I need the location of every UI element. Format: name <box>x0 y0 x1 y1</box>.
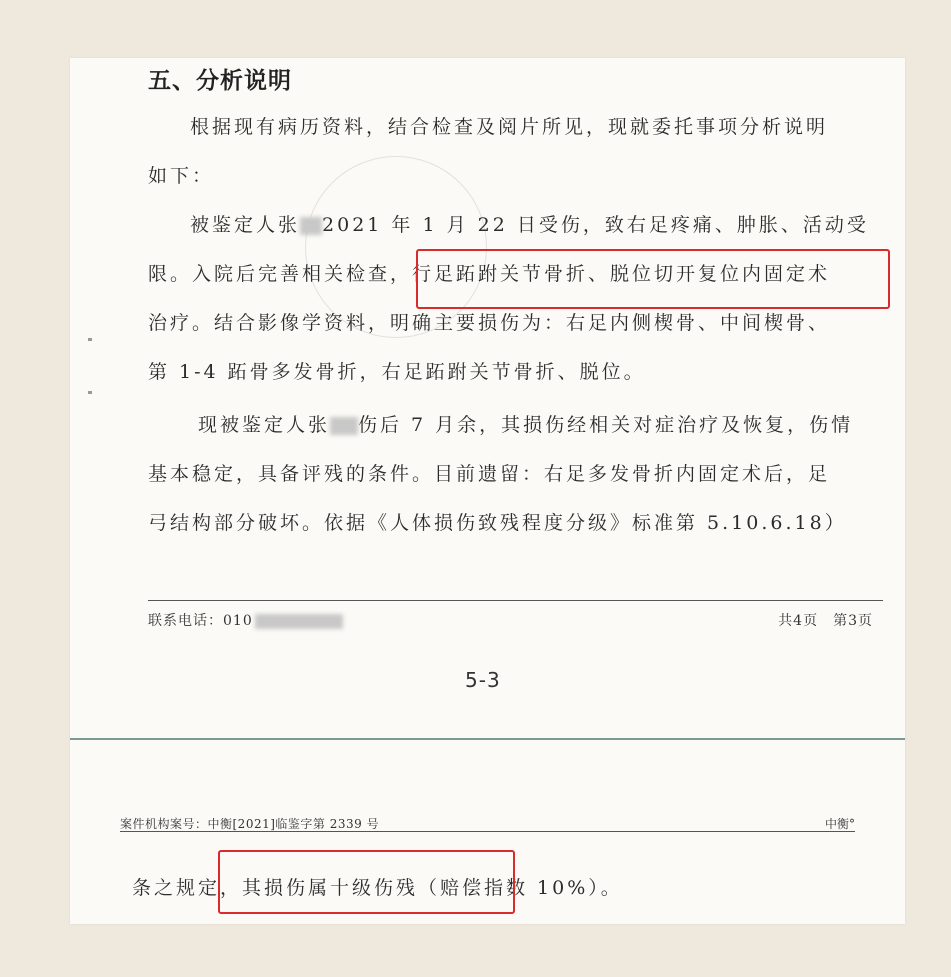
footer-rule <box>148 600 883 601</box>
p2-l2-b-highlighted: 行足跖跗关节骨折、脱位切开复位内固定术 <box>412 263 831 285</box>
paragraph2-line1 <box>148 212 925 238</box>
highlight-box-surgery <box>416 249 890 309</box>
redacted-name <box>330 417 358 435</box>
document-page <box>70 58 905 924</box>
p2-l2-a: 限。入院后完善相关检查， <box>148 263 413 285</box>
paragraph1-line1: 根据现有病历资料，结合检查及阅片所见，现就委托事项分析说明 <box>190 116 829 138</box>
p2-l1-b: 2021 年 1 月 22 日受伤，致右足疼痛、肿胀、活动受 <box>322 214 869 236</box>
paragraph2-line4: 第 1-4 跖骨多发骨折，右足跖跗关节骨折、脱位。 <box>148 361 646 383</box>
paragraph3-line2: 基本稳定，具备评残的条件。目前遗留：右足多发骨折内固定术后，足 <box>148 463 831 485</box>
scan-speck <box>88 391 92 394</box>
page-count: 共4页 第3页 <box>778 613 873 629</box>
paragraph2-line3: 治疗。结合影像学资料，明确主要损伤为：右足内侧楔骨、中间楔骨、 <box>148 312 831 334</box>
highlight-box-conclusion <box>218 850 515 914</box>
handwritten-page-note: 5-3 <box>465 668 501 692</box>
conclusion-a: 条之规定 <box>132 877 221 899</box>
scan-speck <box>88 338 92 341</box>
p3-l1-a: 现被鉴定人张 <box>198 414 331 436</box>
paragraph1-line2: 如下： <box>148 165 215 187</box>
paragraph3-line3: 弓结构部分破坏。依据《人体损伤致残程度分级》标准第 5.10.6.18） <box>148 512 847 534</box>
record-rule <box>120 831 855 832</box>
redacted-phone <box>255 614 343 629</box>
paragraph3-line1 <box>148 412 933 438</box>
page-divider <box>70 738 905 740</box>
conclusion-b-highlighted: ，其损伤属十级伤残（赔偿指数 10%）。 <box>220 877 623 899</box>
p3-l1-b: 伤后 7 月余，其损伤经相关对症治疗及恢复，伤情 <box>358 414 854 436</box>
record-right-mark: 中衡° <box>824 817 855 831</box>
section-heading: 五、分析说明 <box>148 68 292 94</box>
contact-phone <box>148 610 343 630</box>
contact-label: 联系电话：010 <box>148 613 253 629</box>
p2-l1-a: 被鉴定人张 <box>190 214 301 236</box>
redacted-name <box>300 217 322 235</box>
record-number: 案件机构案号：中衡[2021]临鉴字第 2339 号 <box>120 817 380 831</box>
